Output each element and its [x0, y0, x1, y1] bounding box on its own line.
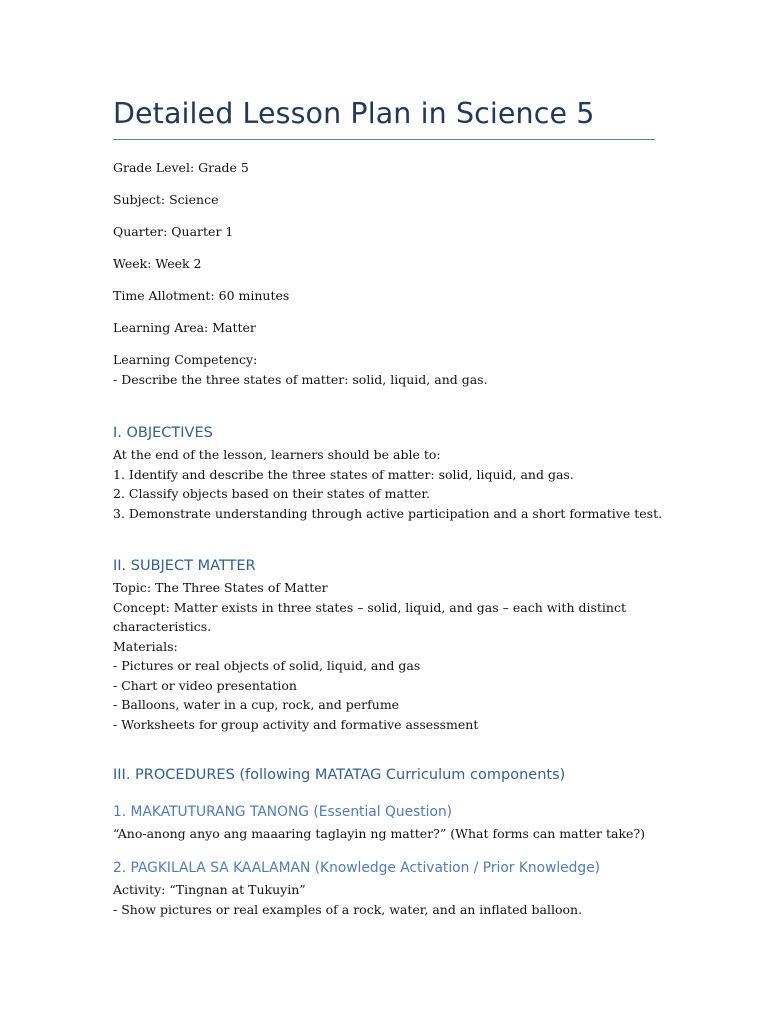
objective-item: 2. Classify objects based on their states of matter.	[113, 486, 430, 501]
prior-knowledge-text: - Show pictures or real examples of a rock, water, and an inflated balloon.	[113, 901, 583, 917]
competency-text: - Describe the three states of matter: solid, liquid, and gas.	[113, 371, 488, 387]
competency-label: Learning Competency:	[113, 352, 258, 367]
prior-knowledge-section	[113, 880, 582, 919]
material-item: - Chart or video presentation	[113, 677, 297, 693]
objective-item: 3. Demonstrate understanding through active participation and a short formative test.	[113, 505, 663, 521]
objectives-section	[113, 445, 662, 523]
subject: Subject: Science	[113, 192, 219, 207]
topic: Topic: The Three States of Matter	[113, 580, 328, 595]
time-allotment: Time Allotment: 60 minutes	[113, 288, 290, 303]
essential-question-heading: 1. MAKATUTURANG TANONG (Essential Question)	[113, 804, 453, 820]
concept-line: Concept: Matter exists in three states – solid, liquid, and gas – each with distinct	[113, 599, 626, 615]
document-title: Detailed Lesson Plan in Science 5	[113, 97, 595, 130]
subject-matter-section	[113, 578, 626, 734]
prior-knowledge-activity: Activity: “Tingnan at Tukuyin”	[113, 882, 306, 897]
objective-item: 1. Identify and describe the three states of matter: solid, liquid, and gas.	[113, 466, 574, 482]
quarter: Quarter: Quarter 1	[113, 224, 234, 239]
learning-competency	[113, 350, 488, 389]
document-page	[113, 0, 673, 1024]
material-item: - Worksheets for group activity and formative assessment	[113, 716, 479, 732]
material-item: - Balloons, water in a cup, rock, and perfume	[113, 697, 400, 712]
title-underline	[113, 139, 655, 140]
week: Week: Week 2	[113, 256, 202, 271]
objectives-heading: I. OBJECTIVES	[113, 425, 213, 441]
grade-level: Grade Level: Grade 5	[113, 160, 249, 175]
prior-knowledge-heading: 2. PAGKILALA SA KAALAMAN (Knowledge Activation / Prior Knowledge)	[113, 860, 601, 876]
materials-label: Materials:	[113, 638, 178, 654]
essential-question-text: “Ano-anong anyo ang maaaring taglayin ng matter?” (What forms can matter take?)	[113, 826, 646, 841]
material-item: - Pictures or real objects of solid, liquid, and gas	[113, 658, 421, 673]
objectives-intro: At the end of the lesson, learners should be able to:	[113, 447, 441, 462]
concept-line: characteristics.	[113, 619, 212, 634]
subject-matter-heading: II. SUBJECT MATTER	[113, 558, 256, 574]
procedures-heading: III. PROCEDURES (following MATATAG Curriculum components)	[113, 767, 566, 783]
learning-area: Learning Area: Matter	[113, 320, 256, 335]
